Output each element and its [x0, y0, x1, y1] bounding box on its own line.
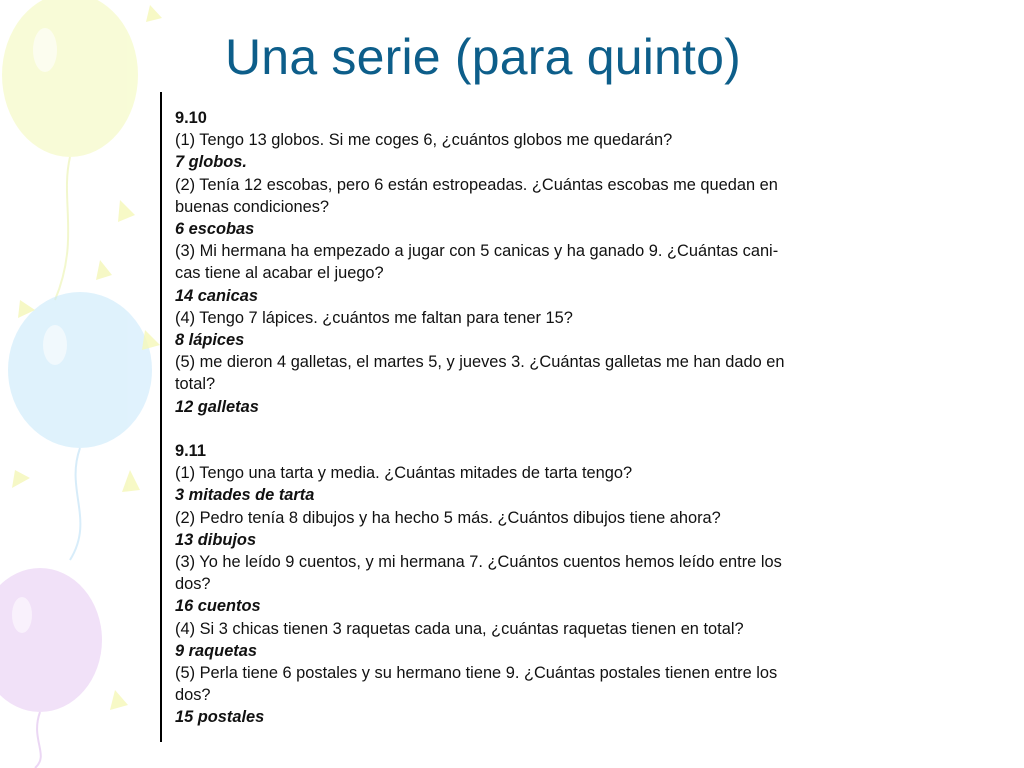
answer-text: 15 postales: [175, 708, 265, 727]
question-text: (2) Tenía 12 escobas, pero 6 están estropeadas. ¿Cuántas escobas me quedan en buenas condiciones?: [175, 175, 778, 216]
answer-text: 8 lápices: [175, 331, 245, 350]
blue-balloon-icon: [8, 292, 152, 560]
section-9-10: [175, 107, 885, 418]
answer-text: 6 escobas: [175, 220, 255, 239]
balloon-background-art: [0, 0, 170, 768]
question-text: (2) Pedro tenía 8 dibujos y ha hecho 5 más. ¿Cuántos dibujos tiene ahora?: [175, 508, 721, 527]
question-text: (1) Tengo una tarta y media. ¿Cuántas mitades de tarta tengo?: [175, 464, 633, 483]
question-text: (3) Yo he leído 9 cuentos, y mi hermana 7. ¿Cuántos cuentos hemos leído entre los dos?: [175, 553, 782, 594]
question-text: (5) me dieron 4 galletas, el martes 5, y jueves 3. ¿Cuántas galletas me han dado en total?: [175, 353, 785, 394]
question-text: (3) Mi hermana ha empezado a jugar con 5 canicas y ha ganado 9. ¿Cuántas cani- cas tiene al acabar el juego?: [175, 242, 779, 283]
yellow-balloon-icon: [2, 0, 138, 300]
vertical-divider: [160, 92, 162, 742]
section-spacer: [175, 418, 885, 440]
answer-text: 13 dibujos: [175, 530, 257, 549]
answer-text: 9 raquetas: [175, 641, 257, 660]
answer-text: 16 cuentos: [175, 597, 261, 616]
answer-text: 14 canicas: [175, 286, 258, 305]
slide-title: Una serie (para quinto): [225, 29, 741, 85]
section-9-11: [175, 440, 885, 729]
question-text: (4) Si 3 chicas tienen 3 raquetas cada una, ¿cuántas raquetas tienen en total?: [175, 619, 744, 638]
purple-balloon-icon: [0, 568, 102, 768]
answer-text: 7 globos.: [175, 153, 247, 172]
section-heading: 9.10: [175, 109, 207, 127]
question-text: (5) Perla tiene 6 postales y su hermano tiene 9. ¿Cuántas postales tienen entre los dos?: [175, 664, 778, 705]
answer-text: 3 mitades de tarta: [175, 486, 315, 505]
answer-text: 12 galletas: [175, 397, 259, 416]
exercise-list: [175, 107, 885, 729]
section-heading: 9.11: [175, 442, 206, 461]
question-text: (4) Tengo 7 lápices. ¿cuántos me faltan para tener 15?: [175, 308, 573, 327]
question-text: (1) Tengo 13 globos. Si me coges 6, ¿cuántos globos me quedarán?: [175, 131, 673, 150]
